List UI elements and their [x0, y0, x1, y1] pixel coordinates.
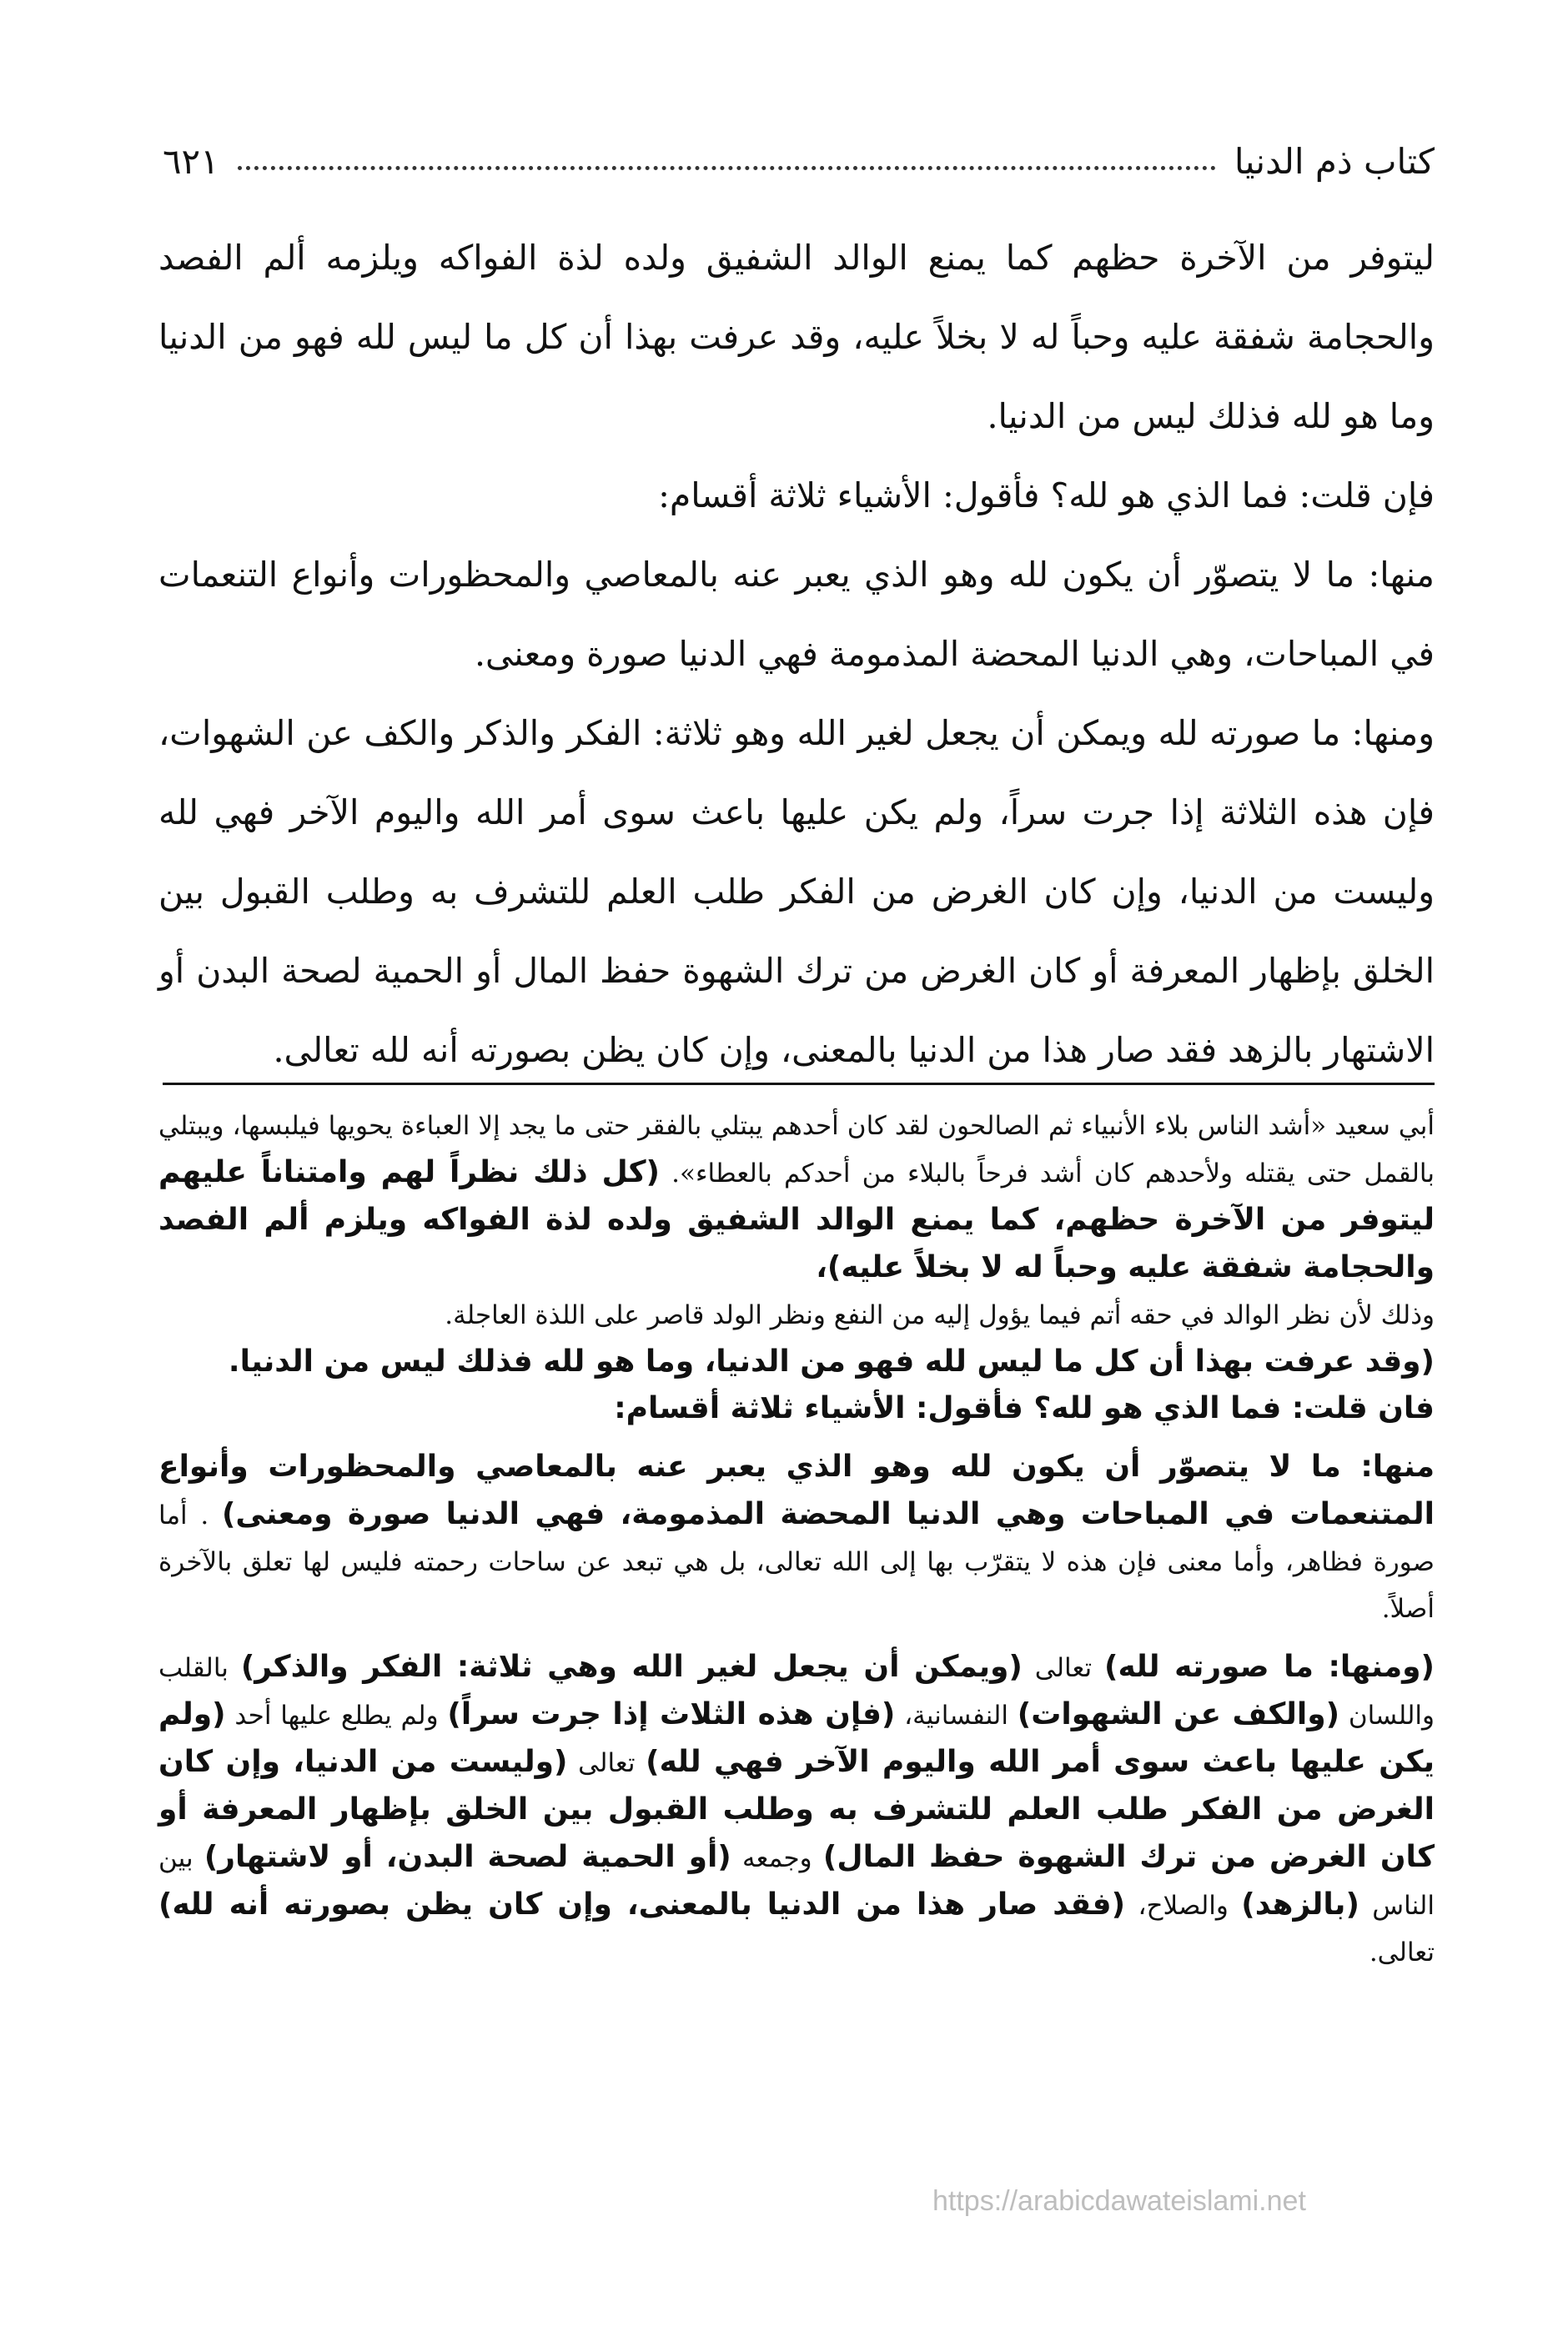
quoted-main-text: (فإن هذه الثلاث إذا جرت سراً): [447, 1697, 896, 1731]
commentary-text: تعالى.: [1369, 1937, 1435, 1968]
commentary-section: [158, 1103, 1435, 1976]
running-header: [163, 123, 1435, 182]
quoted-main-text: (فقد صار هذا من الدنيا بالمعنى، وإن كان يظن بصورته أنه لله): [158, 1887, 1126, 1922]
commentary-text: النفسانية،: [895, 1701, 1018, 1731]
header-dot-leader: [238, 166, 1216, 170]
quoted-main-text: (ولم يكن عليها باعث سوى أمر الله واليوم الآخر فهي لله): [158, 1697, 1435, 1779]
commentary-text: تعالى: [1022, 1653, 1104, 1683]
quoted-main-text: (وقد عرفت بهذا أن كل ما ليس لله فهو من الدنيا، وما هو لله فذلك ليس من الدنيا.: [228, 1344, 1435, 1379]
book-title: كتاب ذم الدنيا: [1234, 141, 1435, 182]
main-paragraph: ومنها: ما صورته لله ويمكن أن يجعل لغير الله وهو ثلاثة: الفكر والذكر والكف عن الشهوات، فإن هذه الثلاثة إذا جرت سراً، ولم يكن عليها باعث سوى أمر الله واليوم الآخر فهي لله وليست من الدنيا، وإن كان الغرض من الفكر طلب العلم للتشرف به وطلب القبول بين الخلق بإظهار المعرفة أو كان الغرض من ترك الشهوة حفظ المال أو الحمية لصحة البدن أو الاشتهار بالزهد فقد صار هذا من الدنيا بالمعنى، وإن كان يظن بصورته أنه لله تعالى.: [158, 713, 1435, 1070]
page-number: ٦٢١: [163, 141, 219, 182]
main-text: [158, 219, 1435, 1090]
commentary-paragraph: [158, 1644, 1435, 1976]
quoted-main-text: (والكف عن الشهوات): [1017, 1697, 1340, 1731]
quoted-main-text: (وليست من الدنيا، وإن كان الغرض من الفكر طلب العلم للتشرف به وطلب القبول بين الخلق بإظهار المعرفة أو كان الغرض من ترك الشهوة حفظ المال): [158, 1745, 1435, 1874]
main-paragraph: ليتوفر من الآخرة حظهم كما يمنع الوالد الشفيق ولده لذة الفواكه ويلزمه ألم الفصد والحجامة شفقة عليه وحباً له لا بخلاً عليه، وقد عرفت بهذا أن كل ما ليس لله فهو من الدنيا وما هو لله فذلك ليس من الدنيا.: [158, 238, 1435, 436]
source-watermark: https://arabicdawateislami.net: [932, 2185, 1306, 2217]
commentary-text: ولم يطلع عليها أحد: [225, 1701, 448, 1731]
commentary-text: تعالى: [567, 1748, 646, 1778]
commentary-paragraph: [158, 1444, 1435, 1632]
quoted-main-text: (بالزهد): [1241, 1887, 1359, 1922]
commentary-paragraph: وذلك لأن نظر الوالد في حقه أتم فيما يؤول إليه من النفع ونظر الولد قاصر على اللذة العاجلة.: [445, 1300, 1435, 1330]
main-paragraph: فإن قلت: فما الذي هو لله؟ فأقول: الأشياء ثلاثة أقسام:: [658, 475, 1435, 515]
commentary-text: بين الناس: [158, 1843, 1435, 1921]
commentary-text: بالقلب واللسان: [158, 1653, 1435, 1731]
quoted-main-text: منها: ما لا يتصوّر أن يكون لله وهو الذي يعبر عنه بالمعاصي والمحظورات وأنواع المتنعمات في المباحات وهي الدنيا المحضة المذمومة، فهي الدنيا صورة ومعنى): [158, 1450, 1435, 1531]
commentary-text: والصلاح،: [1125, 1891, 1242, 1921]
commentary-paragraph: [158, 1103, 1435, 1292]
footnote-divider: [163, 1083, 1435, 1085]
quoted-main-text: (كل ذلك نظراً لهم وامتناناً عليهم ليتوفر من الآخرة حظهم، كما يمنع الوالد الشفيق ولده لذة الفواكه ويلزم ألم الفصد والحجامة شفقة عليه وحباً له لا بخلاً عليه)،: [158, 1155, 1435, 1284]
quoted-main-text: (أو الحمية لصحة البدن، أو لاشتهار): [204, 1840, 731, 1874]
quoted-main-text: (ويمكن أن يجعل لغير الله وهي ثلاثة: الفكر والذكر): [240, 1650, 1023, 1684]
commentary-text: وجمعه: [731, 1843, 823, 1873]
quoted-main-text: فان قلت: فما الذي هو لله؟ فأقول: الأشياء ثلاثة أقسام:: [614, 1391, 1435, 1425]
main-paragraph: منها: ما لا يتصوّر أن يكون لله وهو الذي يعبر عنه بالمعاصي والمحظورات وأنواع التنعمات في المباحات، وهي الدنيا المحضة المذمومة فهي الدنيا صورة ومعنى.: [158, 555, 1435, 674]
commentary-text: أبي سعيد «أشد الناس بلاء الأنبياء ثم الصالحون لقد كان أحدهم يبتلي بالفقر حتى ما يجد إلا العباءة يحويها فيلبسها، ويبتلي بالقمل حتى يقتله ولأحدهم كان أشد فرحاً بالبلاء من أحدكم بالعطاء».: [158, 1111, 1435, 1189]
quoted-main-text: (ومنها: ما صورته لله): [1103, 1650, 1435, 1684]
commentary-text: . أما صورة فظاهر، وأما معنى فإن هذه لا يتقرّب بها إلى الله تعالى، بل هي تبعد عن ساحات رحمته فليس لها تعلق بالآخرة أصلاً.: [158, 1500, 1435, 1624]
